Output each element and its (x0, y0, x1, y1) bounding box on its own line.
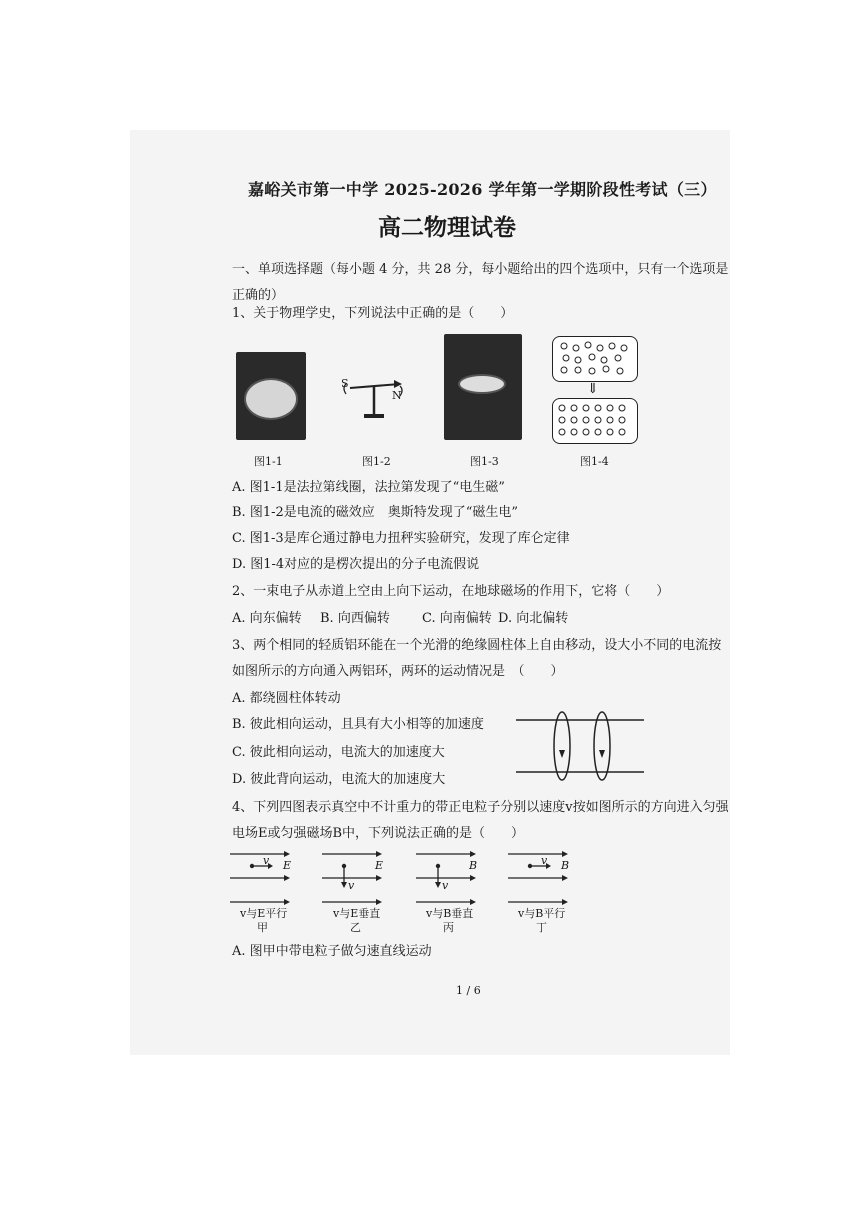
panel-ding-diagram (506, 846, 572, 908)
figure-1-4-label: 图1-4 (580, 455, 609, 468)
q3-option-a: A. 都绕圆柱体转动 (232, 691, 341, 706)
panel-yi-v-label: v (348, 879, 355, 892)
aluminum-rings-cylinder-diagram (510, 706, 650, 786)
q3-option-b: B. 彼此相向运动，且具有大小相等的加速度 (232, 717, 484, 732)
molecular-current-diagram (552, 336, 636, 442)
panel-bing-name: 丙 (443, 921, 454, 934)
q2-stem: 2、一束电子从赤道上空由上向下运动，在地球磁场的作用下，它将（ ） (232, 584, 670, 599)
q1-option-b: B. 图1-2是电流的磁效应 奥斯特发现了“磁生电” (232, 505, 519, 520)
panel-ding-v-label: v (541, 854, 548, 867)
q4-option-a: A. 图甲中带电粒子做匀速直线运动 (232, 944, 432, 959)
figure-1-3-label: 图1-3 (470, 455, 499, 468)
panel-ding-caption: v与B平行 (518, 907, 566, 920)
panel-yi-name: 乙 (350, 921, 361, 934)
panel-jia-caption: v与E平行 (240, 907, 288, 920)
school-exam-title: 嘉峪关市第一中学 2025-2026 学年第一学期阶段性考试（三） (248, 180, 717, 199)
section-intro-line2: 正确的） (232, 288, 285, 303)
q4-stem-line2: 电场E或匀强磁场B中，下列说法正确的是（ ） (232, 826, 525, 841)
needle-s-label: S (341, 377, 349, 390)
panel-jia-v-label: v (263, 854, 270, 867)
panel-yi-caption: v与E垂直 (333, 907, 381, 920)
q4-stem-line1: 4、下列四图表示真空中不计重力的带正电粒子分别以速度v按如图所示的方向进入匀强 (232, 800, 729, 815)
page-number: 1 / 6 (456, 984, 481, 997)
panel-jia-name: 甲 (257, 921, 268, 934)
panel-bing-v-label: v (442, 879, 449, 892)
q2-option-a: A. 向东偏转 (232, 611, 302, 626)
faraday-coil-photo (236, 352, 306, 440)
q3-option-d: D. 彼此背向运动，电流大的加速度大 (232, 772, 446, 787)
panel-yi-diagram (320, 846, 386, 908)
section-intro-line1: 一、单项选择题（每小题 4 分，共 28 分，每小题给出的四个选项中，只有一个选项是 (232, 262, 729, 277)
panel-jia-diagram (228, 846, 294, 908)
q3-stem-line1: 3、两个相同的轻质铝环能在一个光滑的绝缘圆柱体上自由移动，设大小不同的电流按 (232, 638, 722, 653)
panel-ding-name: 丁 (536, 921, 547, 934)
q2-option-b: B. 向西偏转 (320, 611, 390, 626)
panel-ding-field-label: B (561, 859, 570, 872)
panel-bing-field-label: B (469, 859, 478, 872)
needle-n-label: N (392, 389, 402, 402)
figure-1-1-label: 图1-1 (254, 455, 283, 468)
panel-jia-field-label: E (283, 859, 292, 872)
q1-option-a: A. 图1-1是法拉第线圈，法拉第发现了“电生磁” (232, 480, 505, 495)
figure-1-2-label: 图1-2 (362, 455, 391, 468)
torsion-balance-photo (444, 334, 522, 440)
q1-option-d: D. 图1-4对应的是楞次提出的分子电流假说 (232, 557, 480, 572)
subject-title: 高二物理试卷 (378, 214, 516, 241)
down-arrow-icon: ⇓ (587, 381, 599, 397)
q2-option-c: C. 向南偏转 (422, 611, 492, 626)
q1-option-c: C. 图1-3是库仑通过静电力扭秤实验研究，发现了库仑定律 (232, 531, 570, 546)
panel-yi-field-label: E (375, 859, 384, 872)
panel-bing-diagram (414, 846, 480, 908)
q1-stem: 1、关于物理学史，下列说法中正确的是（ ） (232, 306, 514, 321)
panel-bing-caption: v与B垂直 (426, 907, 474, 920)
q3-stem-line2: 如图所示的方向通入两铝环，两环的运动情况是 （ ） (232, 664, 564, 679)
q3-option-c: C. 彼此相向运动，电流大的加速度大 (232, 745, 445, 760)
q2-option-d: D. 向北偏转 (498, 611, 569, 626)
